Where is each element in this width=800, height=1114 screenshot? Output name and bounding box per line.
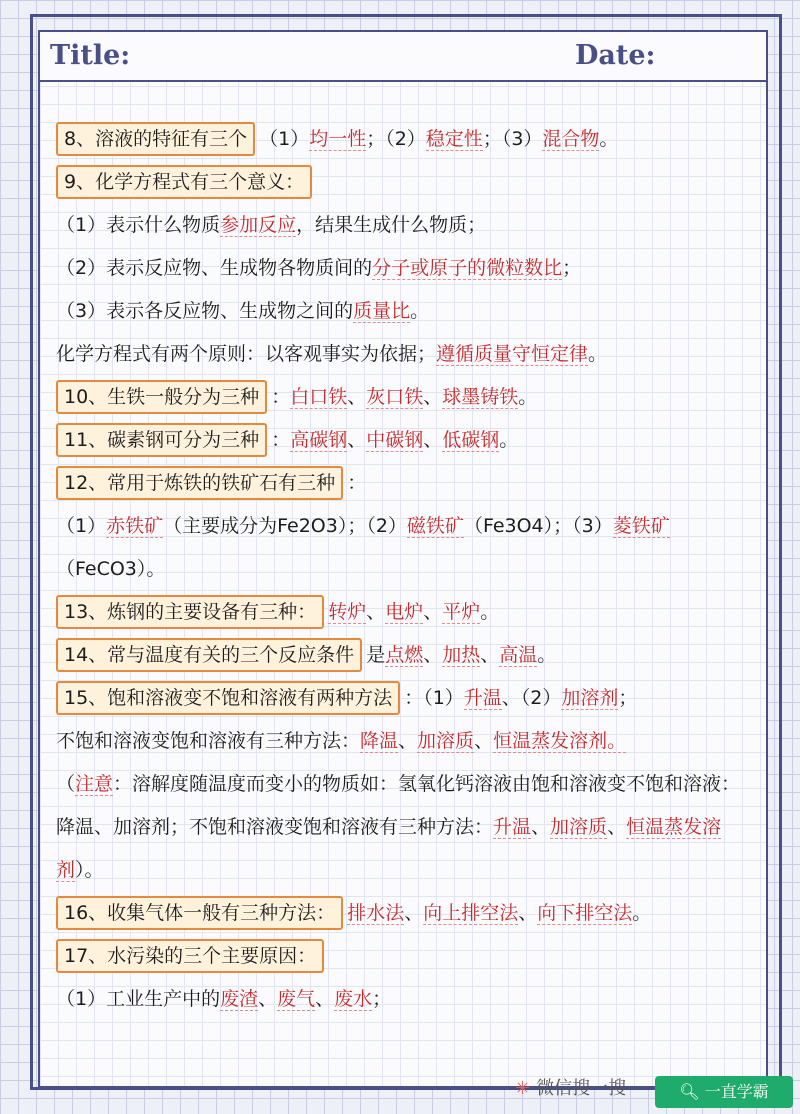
key-term: 稳定性	[425, 128, 483, 150]
note-line	[56, 505, 756, 591]
key-term: 参加反应	[220, 214, 297, 236]
key-term: 遵循质量守恒定律	[436, 343, 589, 365]
wechat-search-icon: ✳	[515, 1078, 531, 1099]
note-text: 化学方程式有两个原则：以客观事实为依据；	[56, 343, 437, 365]
note-text: 、	[607, 816, 627, 838]
search-icon: 🔍︎	[679, 1082, 700, 1101]
note-text: 、	[474, 730, 494, 752]
key-term: 白口铁	[290, 386, 348, 408]
note-text: ：	[347, 472, 367, 494]
key-term: 降温	[360, 730, 399, 752]
section-heading: 11、碳素钢可分为三种	[56, 423, 267, 457]
key-term: 分子或原子的微粒数比	[372, 257, 563, 279]
note-text: 、	[423, 429, 443, 451]
note-text: 、	[398, 730, 418, 752]
note-text: （3）表示各反应物、生成物之间的	[56, 300, 354, 322]
note-text: 、	[366, 601, 386, 623]
key-term: 注意	[75, 773, 114, 795]
key-term: 高温	[499, 644, 538, 666]
note-line	[56, 462, 756, 505]
note-line	[56, 892, 756, 935]
note-text: 、	[347, 386, 367, 408]
note-text: 。	[599, 128, 619, 150]
key-term: 混合物	[542, 128, 600, 150]
key-term: 恒温蒸发溶剂。	[493, 730, 627, 752]
note-text: （	[56, 773, 76, 795]
note-line	[56, 677, 756, 720]
note-text: ；	[618, 687, 638, 709]
key-term: 球墨铸铁	[442, 386, 519, 408]
note-text: 、	[258, 988, 278, 1010]
key-term: 向下排空法	[537, 902, 633, 924]
note-text: ：溶解度随温度而变小的物质如：氢氧化钙溶液由饱和溶液变不饱和溶液：降温、加溶剂；不饱和溶液变饱和溶液有三种方法：	[56, 773, 741, 838]
note-line	[56, 204, 756, 247]
key-term: 中碳钢	[366, 429, 424, 451]
note-text: （Fe3O4）；（3）	[463, 515, 613, 537]
note-line	[56, 763, 756, 892]
note-text: 、	[423, 644, 443, 666]
key-term: 废气	[277, 988, 316, 1010]
wechat-watermark	[515, 1074, 626, 1100]
note-text: （2）表示反应物、生成物各物质间的	[56, 257, 373, 279]
note-text: ：	[271, 386, 291, 408]
key-term: 低碳钢	[442, 429, 500, 451]
note-text: （主要成分为Fe2O3）；（2）	[163, 515, 407, 537]
key-term: 赤铁矿	[106, 515, 164, 537]
note-text: （FeCO3）。	[56, 558, 166, 580]
key-term: 加热	[442, 644, 481, 666]
note-text: 、	[315, 988, 335, 1010]
key-term: 加溶质	[417, 730, 475, 752]
note-line	[56, 376, 756, 419]
note-text: （1）	[56, 515, 107, 537]
section-heading: 14、常与温度有关的三个反应条件	[56, 638, 362, 672]
note-text: 、	[423, 386, 443, 408]
section-heading: 8、溶液的特征有三个	[56, 122, 255, 156]
note-line	[56, 720, 756, 763]
search-button-label: 一直学霸	[704, 1082, 769, 1101]
note-line	[56, 935, 756, 978]
date-label: Date:	[575, 40, 656, 71]
note-line	[56, 161, 756, 204]
note-text: 、（2）	[501, 687, 562, 709]
note-text: 是	[366, 644, 386, 666]
note-line	[56, 978, 756, 1021]
note-text: 不饱和溶液变饱和溶液有三种方法：	[56, 730, 361, 752]
note-line	[56, 118, 756, 161]
key-term: 转炉	[328, 601, 367, 623]
note-text: 。	[588, 343, 608, 365]
note-text: 。	[632, 902, 652, 924]
search-button[interactable]	[655, 1076, 793, 1108]
note-text: 、	[423, 601, 443, 623]
key-term: 质量比	[353, 300, 411, 322]
key-term: 平炉	[442, 601, 481, 623]
note-text: 。	[480, 601, 500, 623]
note-text: 、	[480, 644, 500, 666]
note-text: 。	[537, 644, 557, 666]
key-term: 均一性	[309, 128, 367, 150]
section-heading: 13、炼钢的主要设备有三种：	[56, 595, 324, 629]
key-term: 高碳钢	[290, 429, 348, 451]
note-text: ：	[271, 429, 291, 451]
note-line	[56, 333, 756, 376]
section-heading: 17、水污染的三个主要原因：	[56, 939, 324, 973]
note-line	[56, 247, 756, 290]
note-text: ）。	[75, 859, 104, 881]
note-text: 、	[347, 429, 367, 451]
section-heading: 15、饱和溶液变不饱和溶液有两种方法	[56, 681, 400, 715]
key-term: 排水法	[347, 902, 405, 924]
key-term: 升温	[493, 816, 532, 838]
note-text: ：（1）	[404, 687, 464, 709]
note-text: ；	[562, 257, 582, 279]
page-header	[40, 32, 766, 82]
key-term: 废渣	[220, 988, 259, 1010]
note-text: 。	[499, 429, 519, 451]
section-heading: 9、化学方程式有三个意义：	[56, 165, 312, 199]
note-text: 、	[531, 816, 551, 838]
note-text: 、	[404, 902, 424, 924]
note-text: （1）表示什么物质	[56, 214, 221, 236]
note-text: （1）工业生产中的	[56, 988, 221, 1010]
note-text: 。	[410, 300, 430, 322]
title-label: Title:	[50, 40, 131, 71]
note-line	[56, 634, 756, 677]
watermark-text: 微信搜一搜	[536, 1078, 627, 1099]
note-line	[56, 290, 756, 333]
note-line	[56, 419, 756, 462]
key-term: 升温	[463, 687, 502, 709]
key-term: 点燃	[385, 644, 424, 666]
section-heading: 12、常用于炼铁的铁矿石有三种	[56, 466, 343, 500]
key-term: 恒温蒸发溶剂	[56, 816, 722, 881]
note-text: ；	[372, 988, 392, 1010]
section-heading: 16、收集气体一般有三种方法：	[56, 896, 343, 930]
notes-content	[56, 118, 756, 1021]
key-term: 菱铁矿	[612, 515, 670, 537]
section-heading: 10、生铁一般分为三种	[56, 380, 267, 414]
key-term: 向上排空法	[423, 902, 519, 924]
note-text: ；（3）	[482, 128, 543, 150]
key-term: 灰口铁	[366, 386, 424, 408]
note-text: （1）	[259, 128, 310, 150]
key-term: 加溶剂	[561, 687, 619, 709]
key-term: 磁铁矿	[406, 515, 464, 537]
key-term: 废水	[334, 988, 373, 1010]
note-text: ；（2）	[366, 128, 426, 150]
key-term: 电炉	[385, 601, 424, 623]
note-text: 。	[518, 386, 538, 408]
key-term: 加溶质	[550, 816, 608, 838]
note-text: ，结果生成什么物质；	[296, 214, 487, 236]
note-text: 、	[518, 902, 538, 924]
note-line	[56, 591, 756, 634]
